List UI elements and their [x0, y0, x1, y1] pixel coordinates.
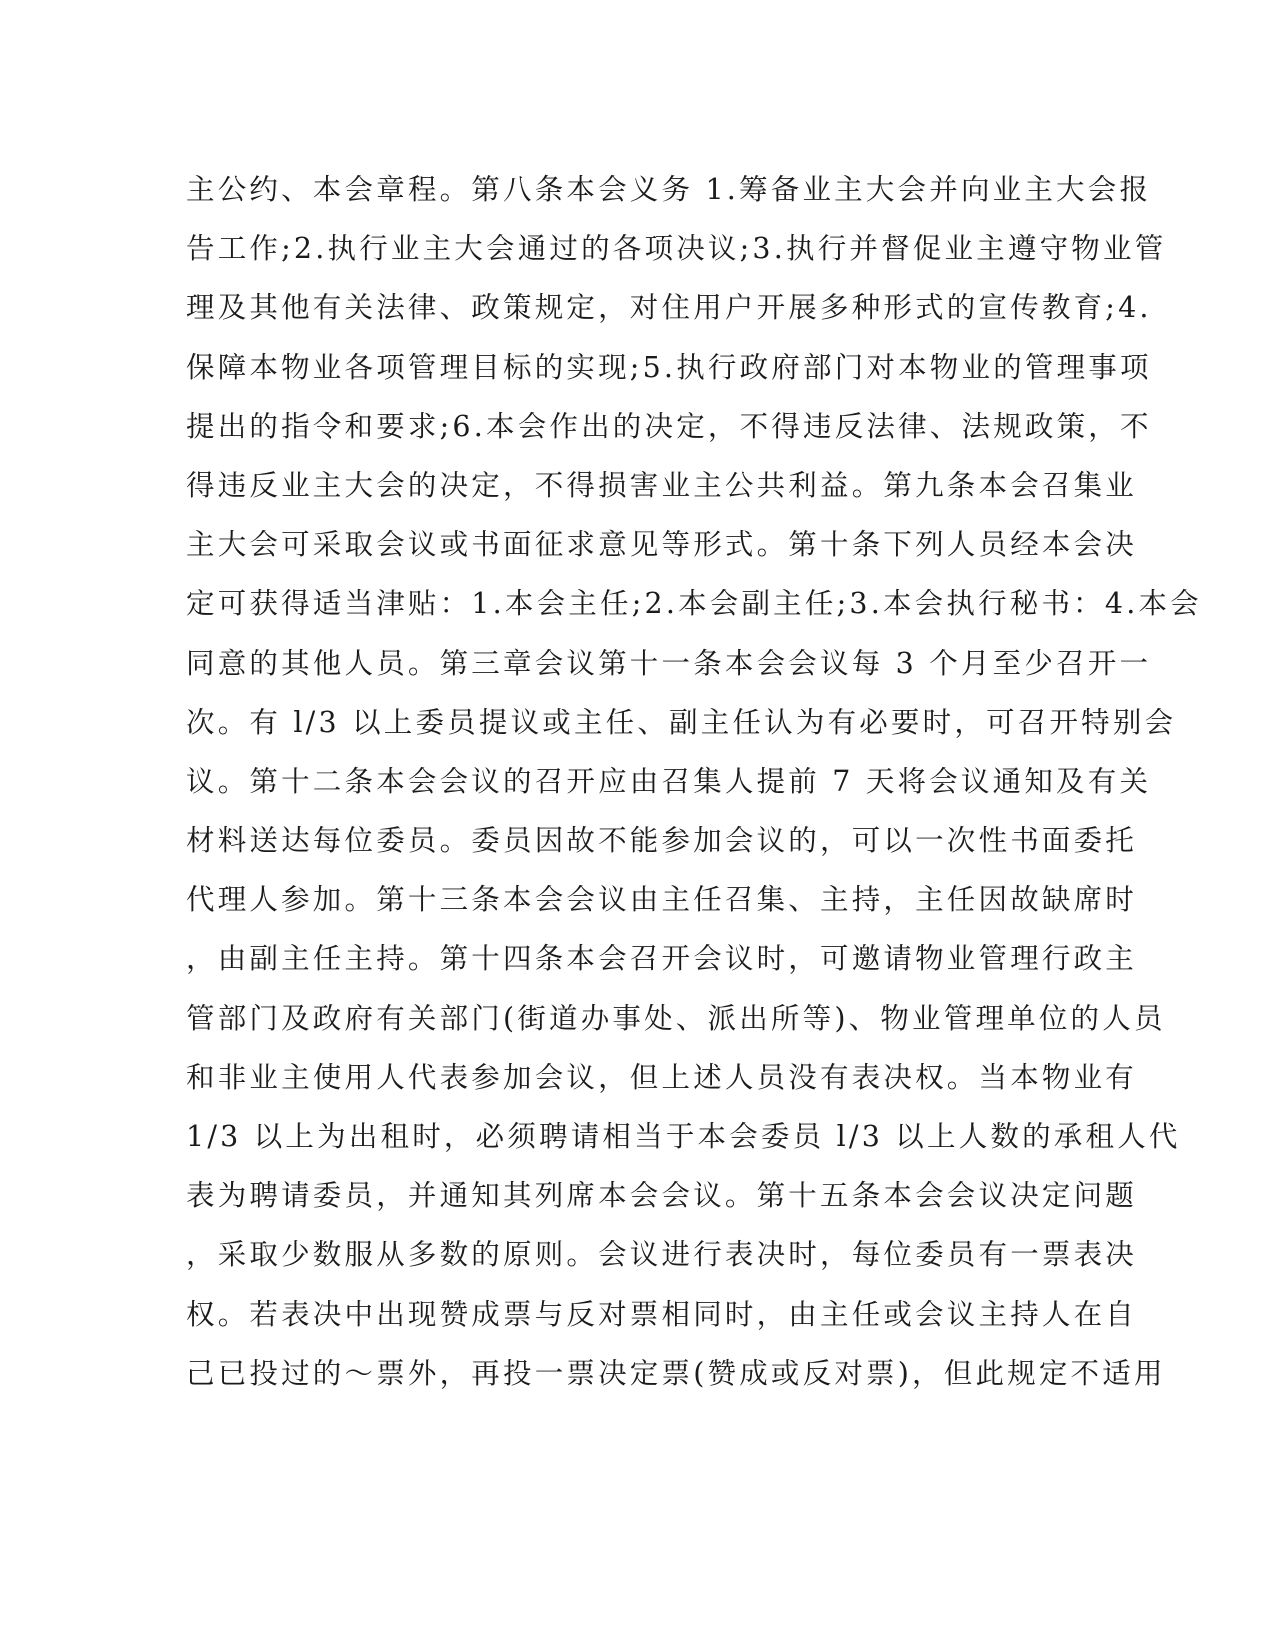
text-line: 己已投过的～票外，再投一票决定票(赞成或反对票)，但此规定不适用 — [186, 1356, 1166, 1390]
text-line: 权。若表决中出现赞成票与反对票相同时，由主任或会议主持人在自 — [186, 1297, 1138, 1331]
text-line: 1/3 以上为出租时，必须聘请相当于本会委员 l/3 以上人数的承租人代 — [186, 1120, 1181, 1153]
text-line: 主公约、本会章程。第八条本会义务 1.筹备业主大会并向业主大会报 — [186, 173, 1152, 206]
text-line: 材料送达每位委员。委员因故不能参加会议的，可以一次性书面委托 — [186, 824, 1138, 858]
text-line: 定可获得适当津贴：1.本会主任;2.本会副主任;3.本会执行秘书：4.本会 — [186, 587, 1202, 621]
text-line: 理及其他有关法律、政策规定，对住用户开展多种形式的宣传教育;4. — [186, 291, 1152, 325]
text-line: 得违反业主大会的决定，不得损害业主公共利益。第九条本会召集业 — [186, 468, 1138, 502]
text-line: 表为聘请委员，并通知其列席本会会议。第十五条本会会议决定问题 — [186, 1179, 1138, 1213]
text-line: 提出的指令和要求;6.本会作出的决定，不得违反法律、法规政策，不 — [186, 409, 1152, 443]
text-line: 保障本物业各项管理目标的实现;5.执行政府部门对本物业的管理事项 — [186, 350, 1152, 384]
text-line: ，采取少数服从多数的原则。会议进行表决时，每位委员有一票表决 — [186, 1238, 1138, 1272]
text-line: 代理人参加。第十三条本会会议由主任召集、主持，主任因故缺席时 — [186, 883, 1138, 917]
text-line: 告工作;2.执行业主大会通过的各项决议;3.执行并督促业主遵守物业管 — [186, 232, 1167, 266]
text-line: ，由副主任主持。第十四条本会召开会议时，可邀请物业管理行政主 — [186, 942, 1138, 976]
text-line: 次。有 l/3 以上委员提议或主任、副主任认为有必要时，可召开特别会 — [186, 705, 1177, 739]
text-line: 主大会可采取会议或书面征求意见等形式。第十条下列人员经本会决 — [186, 528, 1138, 562]
text-line: 管部门及政府有关部门(街道办事处、派出所等)、物业管理单位的人员 — [186, 1001, 1166, 1035]
text-line: 和非业主使用人代表参加会议，但上述人员没有表决权。当本物业有 — [186, 1060, 1138, 1094]
text-line: 议。第十二条本会会议的召开应由召集人提前 7 天将会议通知及有关 — [186, 764, 1152, 798]
text-line: 同意的其他人员。第三章会议第十一条本会会议每 3 个月至少召开一 — [186, 646, 1152, 680]
body-text — [186, 160, 1202, 1403]
